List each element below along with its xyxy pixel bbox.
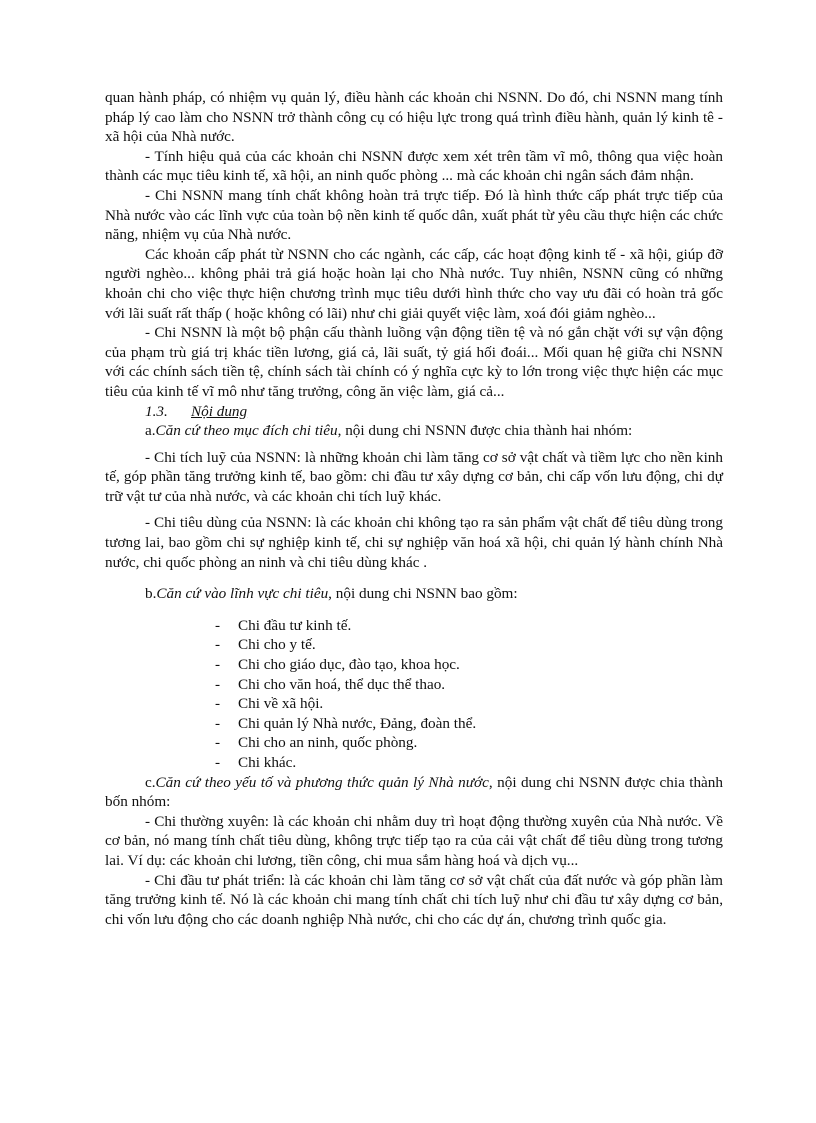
paragraph-efficiency: - Tính hiệu quả của các khoản chi NSNN được xem xét trên tầm vĩ mô, thông qua việc hoàn thành các mục tiêu kinh tế, xã hội, an ninh quốc phòng ... mà các khoản chi ngân sách đảm nhận. [105, 147, 723, 185]
section-title: Nội dung [191, 402, 248, 420]
part-b-criterion: Căn cứ vào lĩnh vực chi tiêu [156, 585, 329, 603]
paragraph-allocations: Các khoản cấp phát từ NSNN cho các ngành, các cấp, các hoạt động kinh tế - xã hội, giúp đỡ người nghèo... không phải trả giá hoặc hoàn lại cho Nhà nước. Tuy nhiên, NSNN cũng có những khoản chi cho việc thực hiện chương trình mục tiêu dưới hình thức cho vay ưu đãi có hoàn trả gốc với lãi suất rất thấp ( hoặc không có lãi) như chi giải quyết việc làm, xoá đói giảm nghèo... [105, 245, 723, 322]
part-a-accumulation: - Chi tích luỹ của NSNN: là những khoản chi làm tăng cơ sở vật chất và tiềm lực cho nền kinh tế, góp phần tăng trưởng kinh tế, bao gồm: chi đầu tư xây dựng cơ bản, chi cấp vốn lưu động, chi dự trữ vật tư của nhà nước, và các khoản chi tích luỹ khác. [105, 448, 723, 505]
list-item-text: Chi cho y tế. [238, 636, 316, 654]
list-dash: - [215, 734, 221, 752]
list-item-text: Chi về xã hội. [238, 695, 324, 713]
part-c-criterion: Căn cứ theo yếu tố và phương thức quản lý Nhà nước [155, 773, 489, 791]
part-b-prefix: b. [145, 585, 157, 603]
part-a-criterion: Căn cứ theo mục đích chi tiêu [155, 422, 338, 440]
part-c-rest: , nội dung chi NSNN được chia thành bốn nhóm: [105, 773, 723, 811]
paragraph-non-refundable: - Chi NSNN mang tính chất không hoàn trả trực tiếp. Đó là hình thức cấp phát trực tiếp của Nhà nước vào các lĩnh vực của toàn bộ nền kinh tế quốc dân, xuất phát từ yêu cầu thực hiện các chức năng, nhiệm vụ của Nhà nước. [105, 186, 723, 244]
list-item [215, 753, 723, 773]
list-item [215, 635, 723, 655]
part-b-intro [105, 584, 723, 604]
section-number: 1.3. [145, 402, 168, 420]
paragraph-continuation: quan hành pháp, có nhiệm vụ quản lý, điều hành các khoản chi NSNN. Do đó, chi NSNN mang tính pháp lý cao làm cho NSNN trở thành công cụ có hiệu lực trong quá trình điều hành, quản lý kinh tê - xã hội của Nhà nước. [105, 89, 723, 146]
part-a-prefix: a. [145, 422, 156, 440]
section-heading [105, 402, 723, 422]
part-a-intro [105, 421, 723, 441]
list-item [215, 655, 723, 675]
part-c-prefix: c. [145, 773, 156, 791]
list-item [215, 714, 723, 734]
list-item [215, 733, 723, 753]
part-b-rest: , nội dung chi NSNN bao gồm: [328, 585, 518, 603]
part-a-consumption: - Chi tiêu dùng của NSNN: là các khoản chi không tạo ra sản phẩm vật chất để tiêu dùng trong tương lai, bao gồm chi sự nghiệp kinh tế, chi sự nghiệp văn hoá xã hội, chi quản lý hành chính Nhà nước, chi quốc phòng an ninh và chi tiêu dùng khác . [105, 514, 723, 571]
part-c-development: - Chi đầu tư phát triển: là các khoản chi làm tăng cơ sở vật chất của đất nước và góp phần làm tăng trưởng kinh tế. Nó là các khoản chi mang tính chất chi tích luỹ như chi đầu tư xây dựng cơ bản, chi vốn lưu động cho các doanh nghiệp Nhà nước, chi cho các dự án, chương trình quốc gia. [105, 871, 723, 928]
part-a-rest: , nội dung chi NSNN được chia thành hai nhóm: [337, 422, 633, 440]
list-dash: - [215, 714, 221, 732]
list-item [215, 694, 723, 714]
spending-field-list [105, 616, 723, 773]
list-dash: - [215, 675, 221, 693]
list-item-text: Chi cho an ninh, quốc phòng. [238, 734, 418, 752]
list-item [215, 616, 723, 636]
list-dash: - [215, 656, 221, 674]
part-c-intro [105, 773, 723, 812]
list-item-text: Chi cho giáo dục, đào tạo, khoa học. [238, 656, 460, 674]
part-c-recurrent: - Chi thường xuyên: là các khoản chi nhằm duy trì hoạt động thường xuyên của Nhà nước. Về cơ bản, nó mang tính chất tiêu dùng, không trực tiếp tạo ra của cải vật chất để tiêu dùng trong tương lai. Ví dụ: các khoản chi lương, tiền công, chi mua sắm hàng hoá và dịch vụ... [105, 812, 723, 869]
list-item [215, 675, 723, 695]
document-page [105, 88, 723, 929]
list-item-text: Chi quản lý Nhà nước, Đảng, đoàn thể. [238, 714, 477, 732]
list-item-text: Chi đầu tư kinh tế. [238, 616, 352, 634]
list-item-text: Chi khác. [238, 754, 297, 771]
list-dash: - [215, 636, 221, 654]
list-item-text: Chi cho văn hoá, thể dục thể thao. [238, 675, 446, 693]
paragraph-monetary-flow: - Chi NSNN là một bộ phận cấu thành luồng vận động tiền tệ và nó gắn chặt với sự vận động của phạm trù giá trị khác tiền lương, giá cả, lãi suất, tỷ giá hối đoái... Mối quan hệ giữa chi NSNN với các chính sách tiền tệ, chính sách tài chính có ý nghĩa cực kỳ to lớn trong việc thực hiện các mục tiêu của kinh tế vĩ mô như tăng trưởng, công ăn việc làm, giá cả... [105, 324, 723, 400]
list-dash: - [215, 754, 221, 771]
list-dash: - [215, 695, 221, 713]
list-dash: - [215, 616, 221, 634]
